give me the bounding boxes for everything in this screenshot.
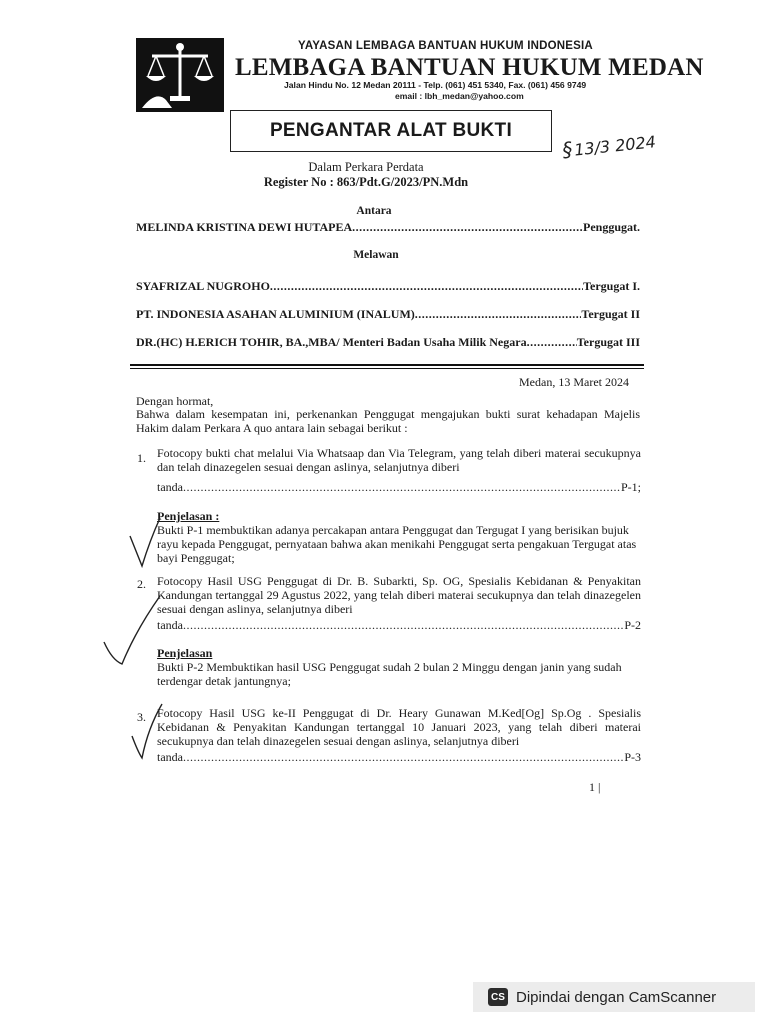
- item-number: 2.: [137, 577, 146, 591]
- org-name: LEMBAGA BANTUAN HUKUM MEDAN: [235, 54, 704, 81]
- register-number: Register No : 863/Pdt.G/2023/PN.Mdn: [263, 175, 469, 189]
- item-number: 3.: [137, 710, 146, 724]
- org-email: email : lbh_medan@yahoo.com: [395, 91, 524, 101]
- item-number: 1.: [137, 451, 146, 465]
- greeting: Dengan hormat,: [136, 394, 214, 408]
- scales-of-justice-icon: [136, 38, 224, 112]
- evidence-item-text: Fotocopy Hasil USG ke-II Penggugat di Dr. Heary Gunawan M.Ked[Og] Sp.Og . Spesialis Kebidanan & Penyakitan Kandungan tertanggal 10 Januari 2023, yang telah diberi materai secukupnya dan telah dinazegelen sesuai dengan aslinya, selanjutnya diberi: [157, 706, 641, 748]
- page-number: 1 |: [589, 780, 601, 794]
- antara-label: Antara: [356, 205, 392, 217]
- evidence-item-tanda: tanda ..... P-2: [157, 618, 641, 633]
- evidence-item-text: Fotocopy bukti chat melalui Via Whatsaap dan Via Telegram, yang telah diberi materai secukupnya dan telah dinazegelen sesuai dengan aslinya, selanjutnya diberi: [157, 446, 641, 474]
- camscanner-text: Dipindai dengan CamScanner: [516, 988, 717, 1006]
- exhibit-code: P-3: [624, 750, 641, 764]
- exhibit-code: P-1;: [620, 480, 641, 494]
- melawan-label: Melawan: [353, 249, 399, 261]
- document-title-box: [230, 110, 552, 152]
- party-penggugat: MELINDA KRISTINA DEWI HUTAPEA ..... Penggugat.: [136, 220, 640, 235]
- org-address: Jalan Hindu No. 12 Medan 20111 - Telp. (061) 451 5340, Fax. (061) 456 9749: [284, 80, 587, 90]
- penjelasan-label: Penjelasan: [157, 646, 213, 660]
- penjelasan-text: Bukti P-2 Membuktikan hasil USG Penggugat sudah 2 bulan 2 Minggu dengan janin yang sudah terdengar detak jantungnya;: [157, 660, 622, 688]
- penjelasan-text: Bukti P-1 membuktikan adanya percakapan antara Penggugat dan Tergugat I yang berisikan bujuk rayu kepada Penggugat, pernyataan bahwa akan menikahi Penggugat serta pengakuan Tergugat atas bayi Penggugat;: [157, 523, 637, 565]
- party-tergugat-2: PT. INDONESIA ASAHAN ALUMINIUM (INALUM) ..... Tergugat II: [136, 307, 640, 322]
- evidence-item-tanda: tanda ..... P-3: [157, 750, 641, 765]
- check-mark-icon: [104, 596, 160, 664]
- camscanner-icon: CS: [488, 988, 508, 1006]
- party-tergugat-3: DR.(HC) H.ERICH TOHIR, BA.,MBA/ Menteri Badan Usaha Milik Negara ..... Tergugat III: [136, 335, 640, 350]
- party-tergugat-1: SYAFRIZAL NUGROHO ..... Tergugat I.: [136, 279, 640, 294]
- camscanner-watermark: [473, 982, 755, 1012]
- intro-paragraph: Bahwa dalam kesempatan ini, perkenankan Penggugat mengajukan bukti surat kehadapan Majelis Hakim dalam Perkara A quo antara lain sebagai berikut :: [136, 407, 640, 435]
- divider-thin: [130, 368, 644, 369]
- divider-thick: [130, 364, 644, 366]
- case-type: Dalam Perkara Perdata: [308, 160, 424, 174]
- org-parent-name: YAYASAN LEMBAGA BANTUAN HUKUM INDONESIA: [298, 40, 593, 52]
- evidence-item-text: Fotocopy Hasil USG Penggugat di Dr. B. Subarkti, Sp. OG, Spesialis Kebidanan & Penyakitan Kandungan tertanggal 29 Agustus 2022, yang telah diberi materai secukupnya dan telah dinazegelen sesuai dengan aslinya, selanjutnya diberi: [157, 574, 641, 616]
- penjelasan-label: Penjelasan :: [157, 509, 220, 523]
- document-title: PENGANTAR ALAT BUKTI: [269, 120, 513, 141]
- exhibit-code: P-2: [624, 618, 641, 632]
- letter-date: Medan, 13 Maret 2024: [519, 375, 629, 389]
- evidence-item-tanda: tanda ..... P-1;: [157, 480, 641, 495]
- check-mark-icon: [130, 518, 160, 566]
- handwritten-date-note: §13/3 2024: [561, 132, 657, 162]
